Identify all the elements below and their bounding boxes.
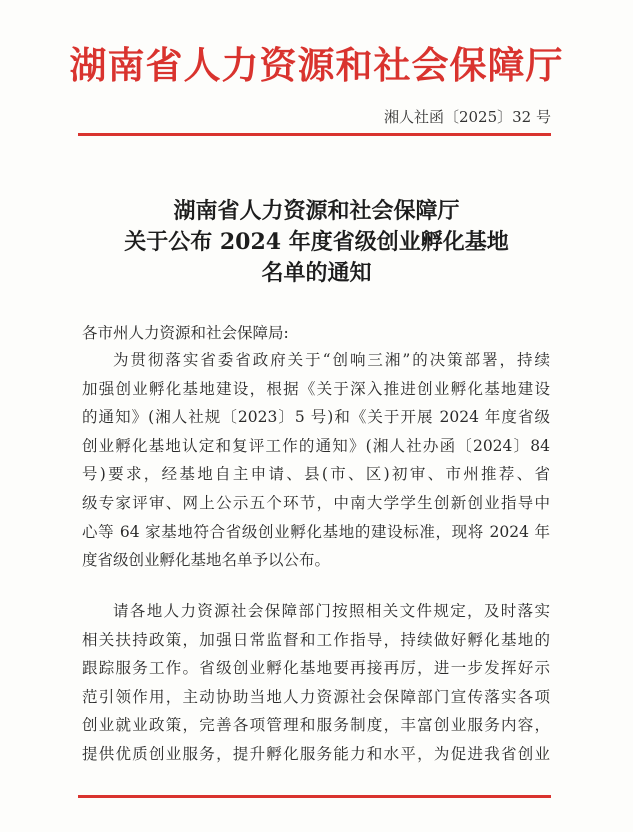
body-line: 请各地人力资源社会保障部门按照相关文件规定，及时落实 xyxy=(113,602,550,620)
body-line: 度省级创业孵化基地名单予以公布。 xyxy=(82,551,331,570)
recipient-line: 各市州人力资源和社会保障局: xyxy=(82,324,289,342)
body-line: 级专家评审、网上公示五个环节，中南大学学生创新创业指导中 xyxy=(82,493,550,512)
body-line: 跟踪服务工作。省级创业孵化基地要再接再厉，进一步发挥好示 xyxy=(82,659,550,678)
body-line: 创业孵化基地认定和复评工作的通知》(湘人社办函〔2024〕84 xyxy=(82,436,550,455)
notice-title-line-1: 湖南省人力资源和社会保障厅 xyxy=(173,198,460,224)
document-number: 湘人社函〔2025〕32 号 xyxy=(383,108,551,126)
body-paragraph-2 xyxy=(82,597,550,769)
body-line: 为贯彻落实省委省政府关于“创响三湘”的决策部署，持续 xyxy=(113,351,550,369)
body-line: 号)要求，经基地自主申请、县(市、区)初审、市州推荐、省 xyxy=(82,465,550,484)
body-paragraph-1 xyxy=(82,346,550,575)
body-line: 范引领作用，主动协助当地人力资源社会保障部门宣传落实各项 xyxy=(82,687,550,706)
notice-title-line-3: 名单的通知 xyxy=(261,260,372,286)
notice-title-line-2: 关于公布 2024 年度省级创业孵化基地 xyxy=(124,229,509,255)
letterhead-red-rule xyxy=(78,133,551,136)
body-line: 创业就业政策，完善各项管理和服务制度，丰富创业服务内容， xyxy=(82,716,550,735)
footer-red-rule xyxy=(78,795,551,798)
notice-title xyxy=(0,196,633,289)
body-line: 相关扶持政策，加强日常监督和工作指导，持续做好孵化基地的 xyxy=(82,630,550,649)
body-line: 的通知》(湘人社规〔2023〕5 号)和《关于开展 2024 年度省级 xyxy=(82,408,550,427)
letterhead-title: 湖南省人力资源和社会保障厅 xyxy=(69,44,564,87)
body-line: 提供优质创业服务，提升孵化服务能力和水平，为促进我省创业 xyxy=(82,744,550,763)
body-line: 心等 64 家基地符合省级创业孵化基地的建设标准，现将 2024 年 xyxy=(82,522,550,541)
body-line: 加强创业孵化基地建设，根据《关于深入推进创业孵化基地建设 xyxy=(82,379,550,398)
